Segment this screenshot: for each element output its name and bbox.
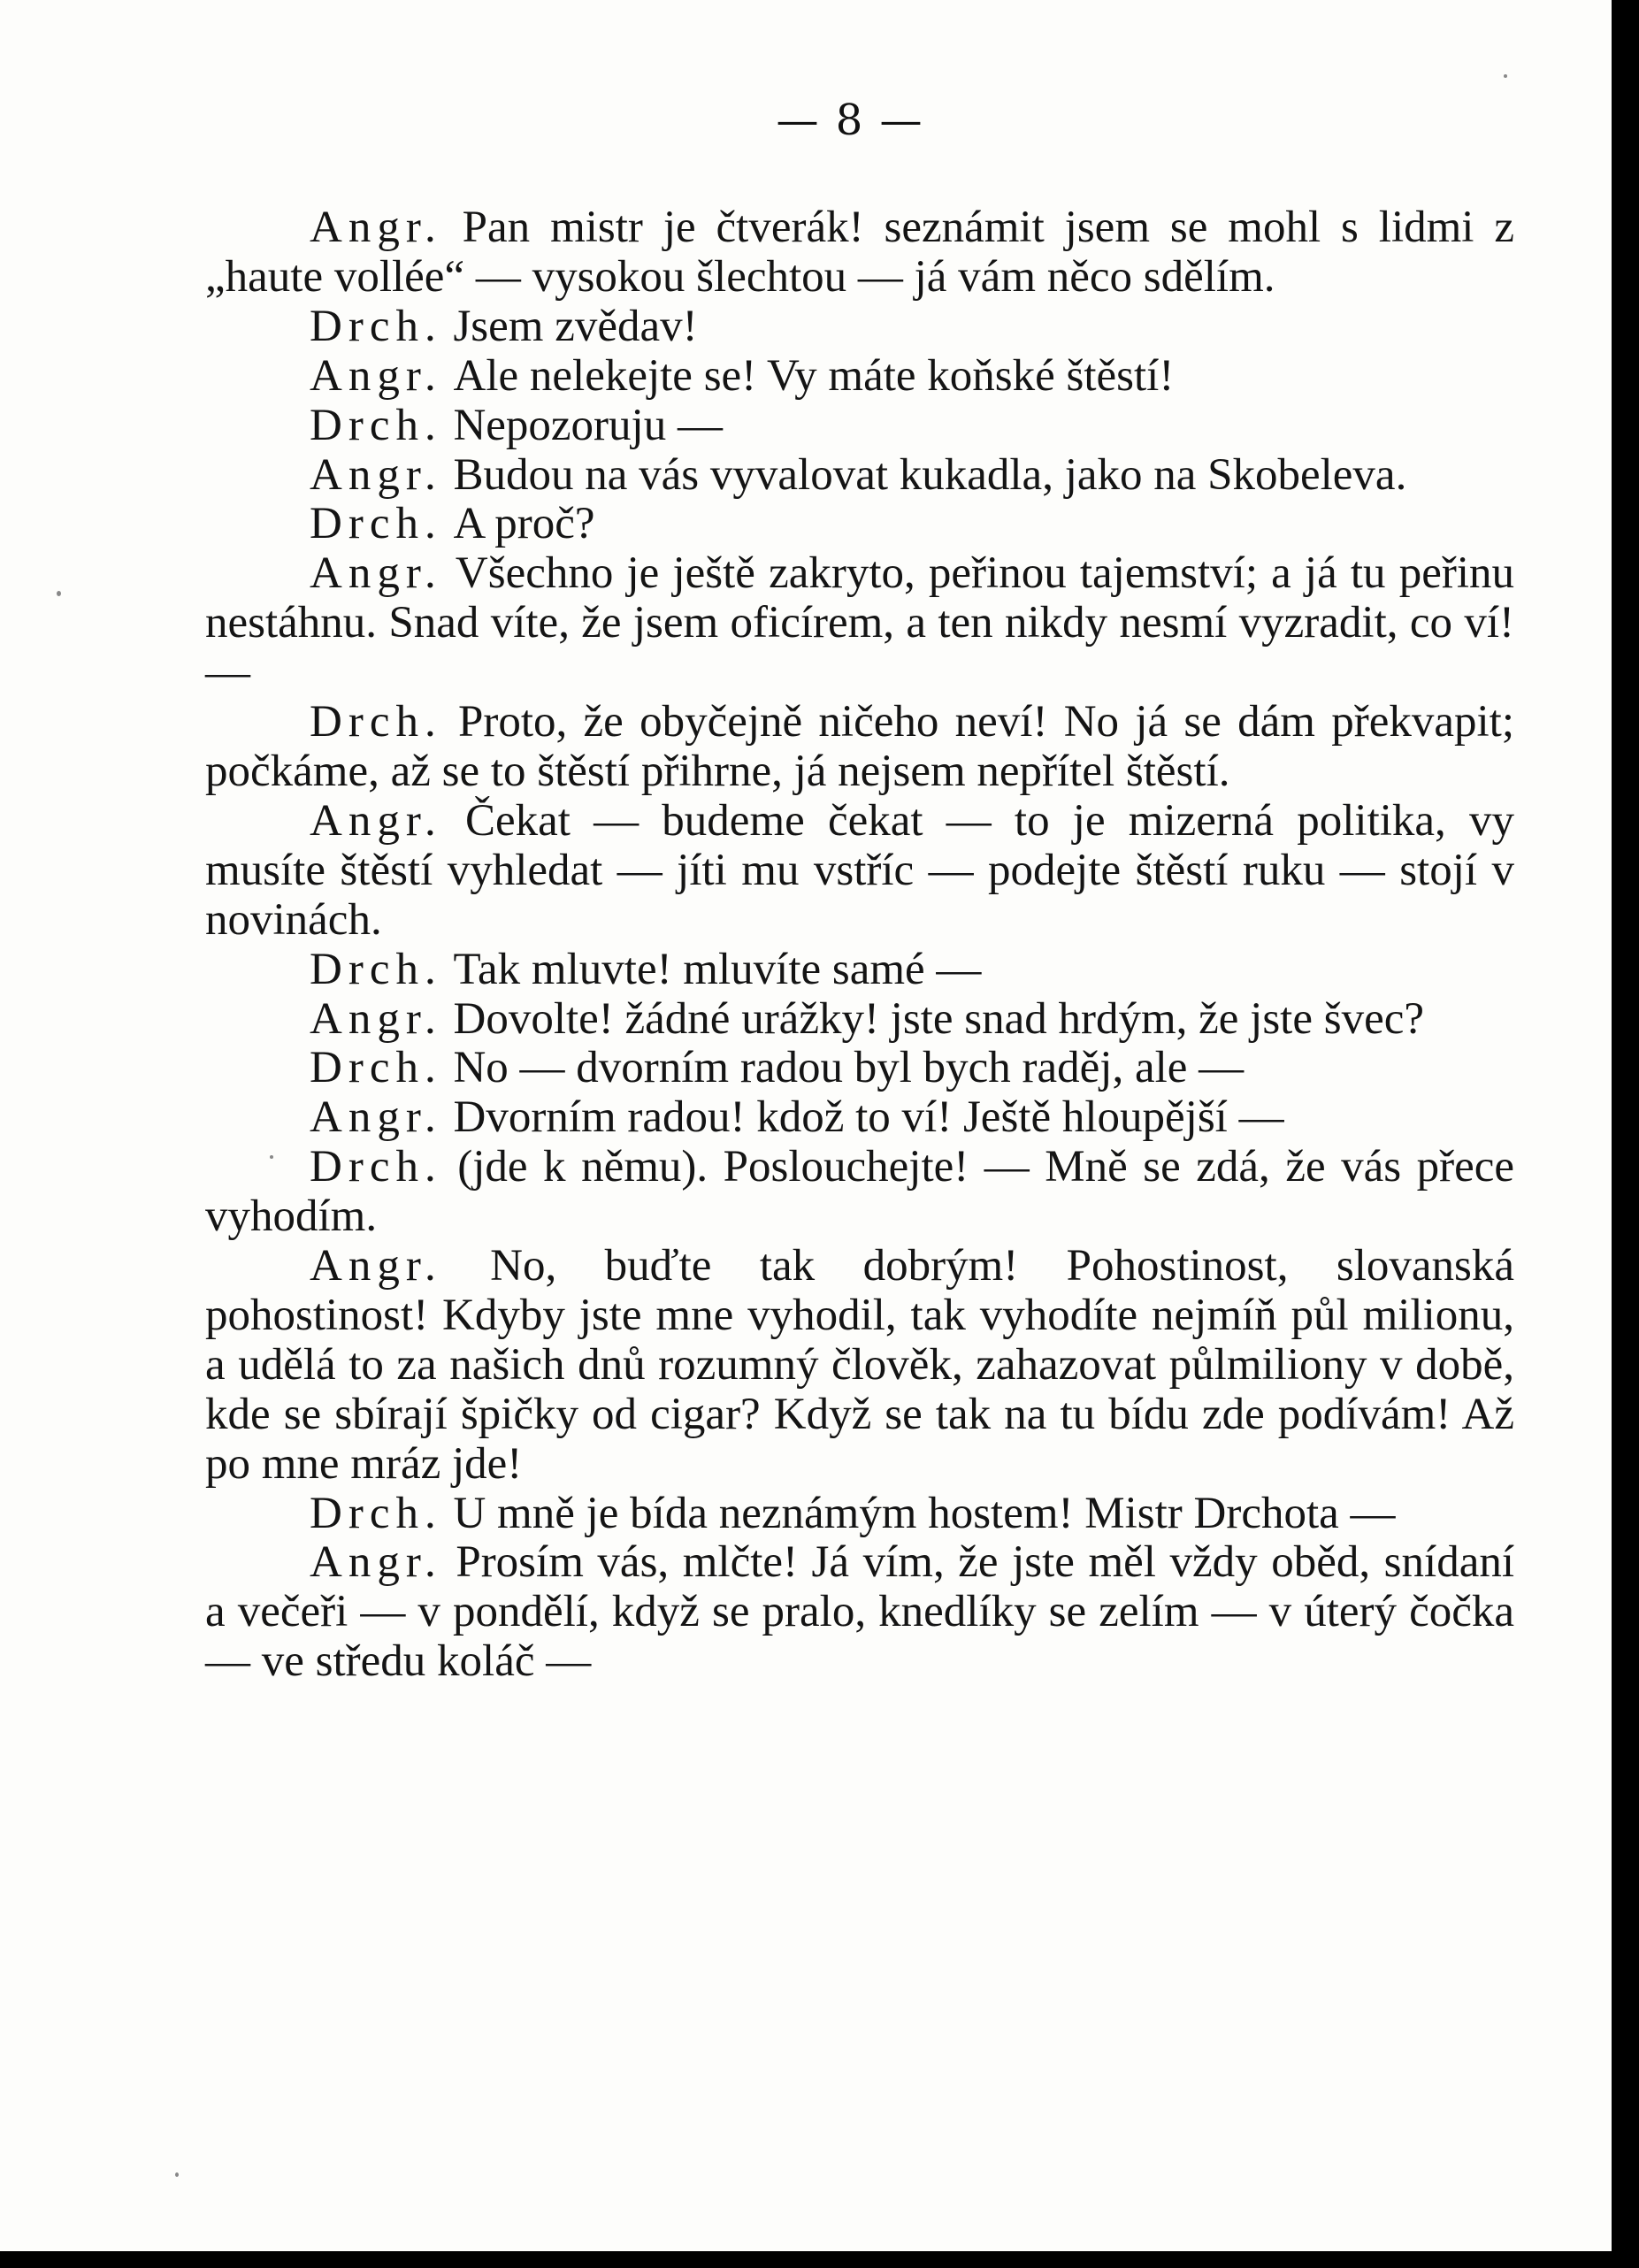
dialogue-paragraph — [205, 698, 1514, 797]
speech-text: A proč? — [453, 499, 595, 549]
speaker-name: Angr. — [310, 1092, 442, 1143]
dialogue-paragraph — [205, 1490, 1514, 1539]
speaker-name: Drch. — [310, 944, 442, 994]
dialogue-paragraph — [205, 303, 1514, 352]
speech-text: Čekat — budeme čekat — to je mizerná politika, vy musíte štěstí vyhledat — jíti mu vstříc — podejte štěstí ruku — stojí v novinách. — [205, 795, 1515, 945]
speaker-name: Angr. — [310, 350, 442, 401]
dialogue-paragraph — [205, 1538, 1514, 1687]
dialogue-paragraph — [205, 946, 1514, 995]
speaker-name: Angr. — [310, 795, 442, 846]
speech-text: Prosím vás, mlčte! Já vím, že jste měl vždy oběd, snídaní a večeři — v pondělí, když se pralo, knedlíky se zelím — v úterý čočka — ve středu koláč — — [205, 1537, 1514, 1687]
speech-text: No, buďte tak dobrým! Pohostinost, slovanská pohostinost! Kdyby jste mne vyhodil, tak vyhodíte nejmíň půl milionu, a udělá to za našich dnů rozumný člověk, zahazovat půlmiliony v době, kde se sbírají špičky od cigar? Když se tak na tu bídu zde podívám! Až po mne mráz jde! — [205, 1241, 1514, 1489]
speaker-name: Drch. — [310, 400, 442, 450]
speech-text: U mně je bída neznámým hostem! Mistr Drchota — — [453, 1488, 1396, 1538]
speech-text: Všechno je ještě zakryto, peřinou tajemství; a já tu peřinu nestáhnu. Snad víte, že jsem oficírem, a ten nikdy nesmí vyzradit, co ví! — — [205, 548, 1514, 698]
paper-speck — [1504, 74, 1507, 78]
dialogue-paragraph — [205, 1143, 1514, 1242]
speaker-name: Angr. — [310, 449, 442, 500]
speaker-name: Angr. — [310, 1241, 442, 1291]
dialogue-paragraph — [205, 500, 1514, 549]
speech-text: Nepozoruju — — [453, 400, 723, 450]
dialogue-text — [205, 203, 1514, 1687]
dialogue-paragraph — [205, 203, 1514, 303]
speaker-name: Drch. — [310, 1142, 442, 1192]
paper-speck — [57, 591, 61, 596]
speaker-name: Drch. — [310, 1488, 442, 1538]
dialogue-paragraph — [205, 549, 1514, 698]
speaker-name: Angr. — [310, 993, 442, 1044]
speaker-name: Angr. — [310, 548, 442, 599]
speaker-name: Drch. — [310, 301, 442, 351]
dialogue-paragraph — [205, 402, 1514, 451]
speaker-name: Drch. — [310, 1043, 442, 1093]
speech-text: Jsem zvědav! — [453, 301, 698, 351]
speech-text: Budou na vás vyvalovat kukadla, jako na Skobeleva. — [453, 449, 1407, 500]
speaker-name: Angr. — [310, 1537, 442, 1588]
speaker-name: Drch. — [310, 499, 442, 549]
speech-text: (jde k němu). Poslouchejte! — Mně se zdá, že vás přece vyhodím. — [205, 1142, 1515, 1242]
speech-text: Ale nelekejte se! Vy máte koňské štěstí! — [453, 350, 1175, 401]
dialogue-paragraph — [205, 797, 1514, 946]
speech-text: Proto, že obyčejně ničeho neví! No já se dám překvapit; počkáme, až se to štěstí přihrne, já nejsem nepřítel štěstí. — [205, 697, 1514, 796]
dialogue-paragraph — [205, 451, 1514, 501]
speech-text: No — dvorním radou byl bych raděj, ale — — [453, 1043, 1245, 1093]
dialogue-paragraph — [205, 1093, 1514, 1143]
speech-text: Pan mistr je čtverák! seznámit jsem se mohl s lidmi z „haute vollée“ — vysokou šlechtou — já vám něco sdělím. — [205, 203, 1515, 302]
dialogue-paragraph — [205, 1044, 1514, 1093]
dialogue-paragraph — [205, 995, 1514, 1045]
speech-text: Dvorním radou! kdož to ví! Ještě hloupější — — [453, 1092, 1284, 1143]
paper-speck — [175, 2172, 179, 2177]
dialogue-paragraph — [205, 352, 1514, 402]
paper-speck — [270, 1155, 273, 1159]
dialogue-paragraph — [205, 1242, 1514, 1490]
speaker-name: Angr. — [310, 203, 442, 252]
speaker-name: Drch. — [310, 697, 442, 747]
page-number: — 8 — — [776, 96, 924, 145]
speech-text: Dovolte! žádné urážky! jste snad hrdým, že jste švec? — [453, 993, 1424, 1044]
speech-text: Tak mluvte! mluvíte samé — — [453, 944, 982, 994]
